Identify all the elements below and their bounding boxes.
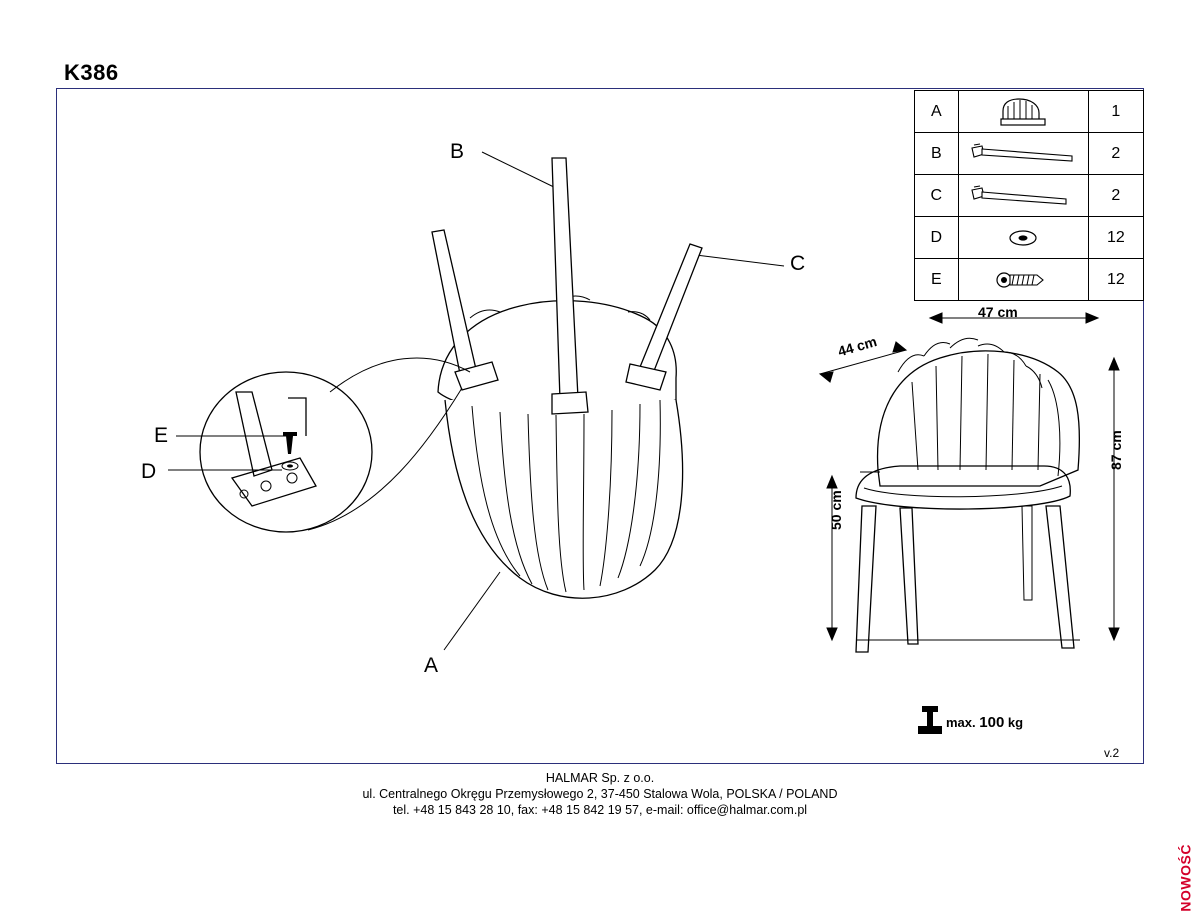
footer-address: ul. Centralnego Okręgu Przemysłowego 2, 37-450 Stalowa Wola, POLSKA / POLAND: [362, 787, 838, 801]
leg-short-icon: [958, 175, 1088, 217]
leg-long-icon: [958, 133, 1088, 175]
page-title: K386: [64, 60, 119, 85]
dimension-total-height: 87 cm: [1108, 430, 1124, 470]
callout-label-e: E: [154, 424, 169, 447]
part-code: D: [915, 217, 959, 259]
max-load-value: 100: [979, 714, 1005, 731]
max-load-prefix: max.: [946, 715, 976, 730]
part-code: E: [915, 259, 959, 301]
max-load-unit: kg: [1007, 715, 1024, 730]
part-qty: 12: [1088, 259, 1143, 301]
footer-company: HALMAR Sp. z o.o.: [545, 771, 655, 785]
part-qty: 2: [1088, 175, 1143, 217]
table-row: [915, 259, 1144, 301]
max-load-text: [946, 714, 1023, 731]
version-label: v.2: [1104, 746, 1120, 760]
table-row: [915, 175, 1144, 217]
part-qty: 1: [1088, 91, 1143, 133]
nowosc-ribbon: NOWOŚĆ: [1178, 844, 1194, 912]
callout-label-d: D: [141, 460, 157, 483]
part-code: C: [915, 175, 959, 217]
callout-label-a: A: [424, 654, 439, 677]
part-code: B: [915, 133, 959, 175]
callout-label-c: C: [790, 252, 806, 275]
footer: [0, 770, 1200, 818]
footer-contact: tel. +48 15 843 28 10, fax: +48 15 842 19 57, e-mail: office@halmar.com.pl: [392, 803, 808, 817]
part-code: A: [915, 91, 959, 133]
table-row: [915, 217, 1144, 259]
part-qty: 12: [1088, 217, 1143, 259]
washer-icon: [958, 217, 1088, 259]
dimension-width: 47 cm: [978, 304, 1018, 320]
table-row: [915, 91, 1144, 133]
parts-table: [914, 90, 1144, 301]
dimension-seat-height: 50 cm: [828, 490, 844, 530]
table-row: [915, 133, 1144, 175]
dimension-depth: 44 cm: [836, 333, 879, 360]
callout-label-b: B: [450, 140, 465, 163]
screw-icon: [958, 259, 1088, 301]
part-qty: 2: [1088, 133, 1143, 175]
chair-shell-icon: [958, 91, 1088, 133]
